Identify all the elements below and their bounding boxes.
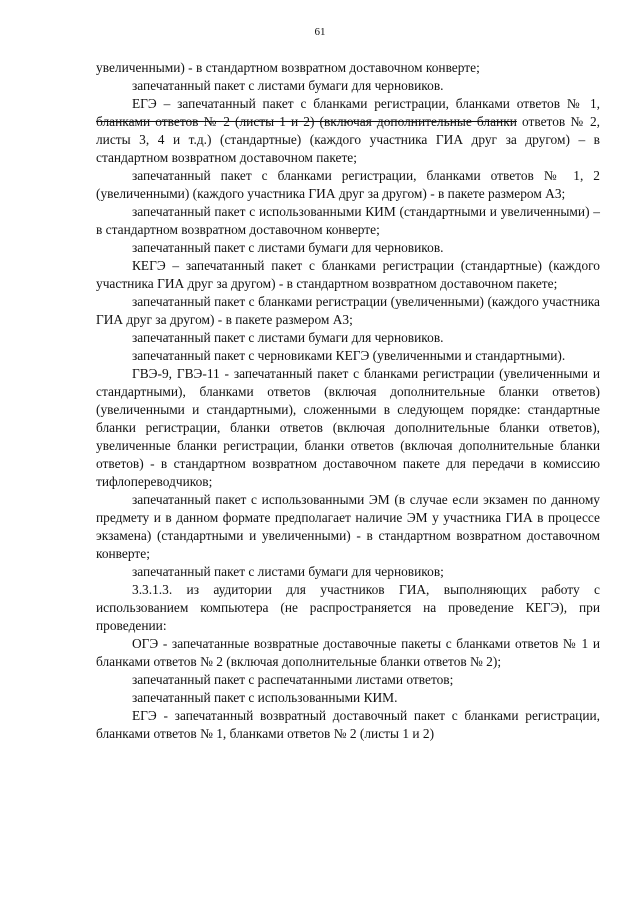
paragraph: запечатанный пакет с бланками регистрации, бланками ответов № 1, 2 (увеличенными) (каждого участника ГИА друг за другом) - в пакете размером А3; <box>96 168 600 201</box>
paragraph: запечатанный пакет с листами бумаги для черновиков. <box>132 240 444 255</box>
paragraph: запечатанный пакет с черновиками КЕГЭ (увеличенными и стандартными). <box>132 348 566 363</box>
paragraph: КЕГЭ – запечатанный пакет с бланками регистрации (стандартные) (каждого участника ГИА друг за другом) - в стандартном возвратном доставочном пакете; <box>96 258 600 291</box>
document-body <box>96 59 600 743</box>
paragraph: ЕГЭ - запечатанный возвратный доставочный пакет с бланками регистрации, бланками ответов № 1, бланками ответов № 2 (листы 1 и 2) <box>96 708 600 741</box>
paragraph: увеличенными) - в стандартном возвратном доставочном конверте; <box>96 60 480 75</box>
paragraph: запечатанный пакет с использованными ЭМ (в случае если экзамен по данному предмету и в данном формате предполагает наличие ЭМ у участника ГИА в процессе экзамена) (стандартными и увеличенными) - в стандартном возвратном доставочном конверте; <box>96 492 600 561</box>
paragraph: запечатанный пакет с использованными КИМ. <box>132 690 398 705</box>
paragraph: запечатанный пакет с листами бумаги для черновиков; <box>132 564 444 579</box>
paragraph: запечатанный пакет с листами бумаги для черновиков. <box>132 78 444 93</box>
page-number: 61 <box>314 26 326 38</box>
paragraph: 3.3.1.3. из аудитории для участников ГИА, выполняющих работу с использованием компьютера (не распространяется на проведение КЕГЭ), при проведении: <box>96 582 600 633</box>
paragraph: запечатанный пакет с использованными КИМ (стандартными и увеличенными) – в стандартном возвратном доставочном конверте; <box>96 204 600 237</box>
paragraph: запечатанный пакет с распечатанными листами ответов; <box>132 672 454 687</box>
paragraph-part: ЕГЭ – запечатанный пакет с бланками регистрации, бланками ответов № 1, <box>132 96 600 111</box>
paragraph: запечатанный пакет с листами бумаги для черновиков. <box>132 330 444 345</box>
paragraph: запечатанный пакет с бланками регистрации (увеличенными) (каждого участника ГИА друг за другом) - в пакете размером А3; <box>96 294 600 327</box>
paragraph: ГВЭ-9, ГВЭ-11 - запечатанный пакет с бланками регистрации (увеличенными и стандартными), бланками ответов (включая дополнительные бланки ответов) (увеличенными и стандартными), сложенными в следующем порядке: стандартные бланки регистрации, бланки ответов (включая дополнительные бланки ответов), увеличенные бланки регистрации, бланки ответов (включая дополнительные бланки ответов) - в стандартном возвратном доставочном пакете для передачи в комиссию тифлопереводчиков; <box>96 366 600 489</box>
struck-through-text: бланками ответов № 2 (листы 1 и 2) (включая дополнительные бланки <box>96 114 517 129</box>
paragraph: ОГЭ - запечатанные возвратные доставочные пакеты с бланками ответов № 1 и бланками ответов № 2 (включая дополнительные бланки ответов № 2); <box>96 636 600 669</box>
paragraph-part: ответов № 2, листы 3, 4 и т.д.) (стандартные) (каждого участника ГИА друг за другом) – в стандартном возвратном доставочном пакете; <box>96 114 600 165</box>
paragraph-ege <box>96 95 600 167</box>
